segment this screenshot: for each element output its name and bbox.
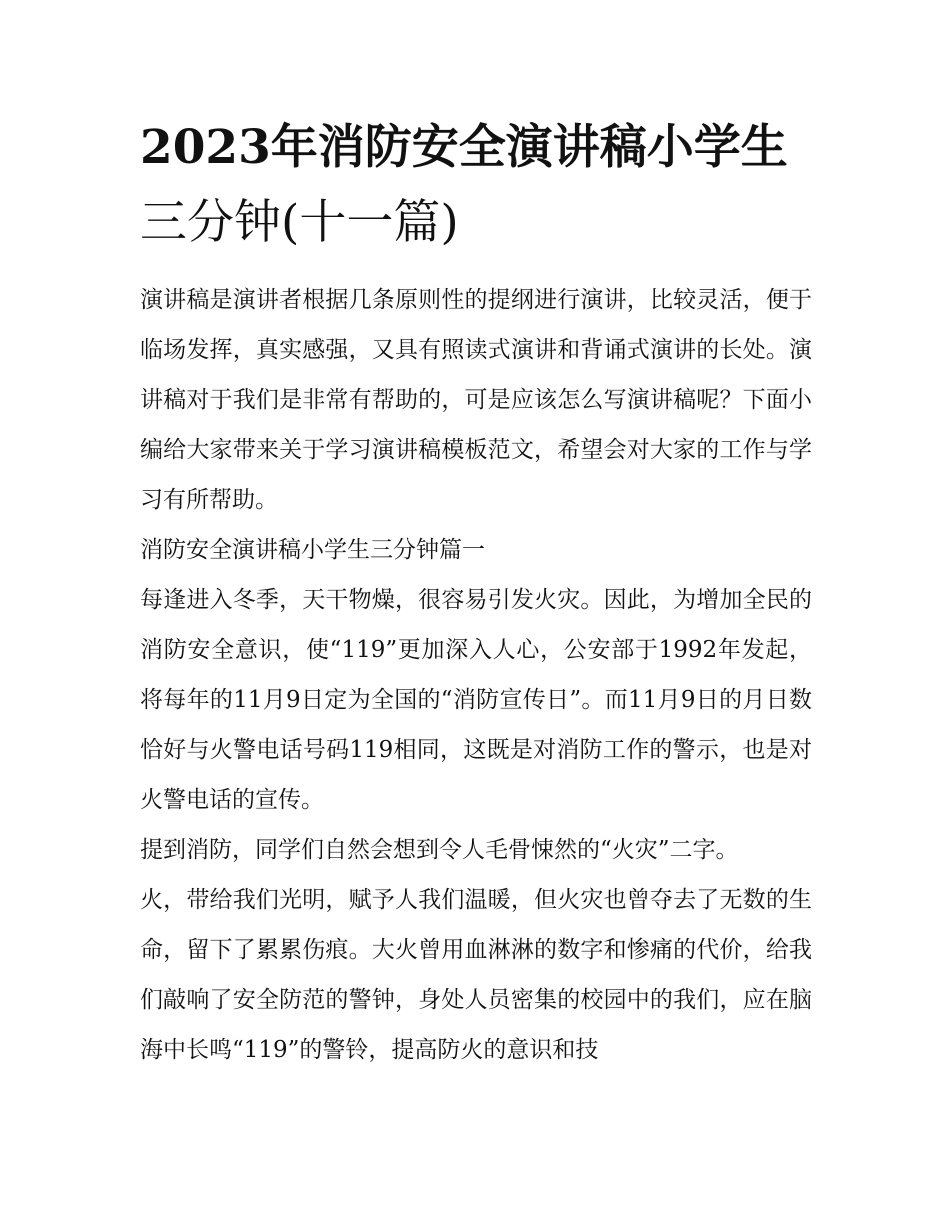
title-line-1: 2023年消防安全演讲稿小学生 [140, 120, 788, 175]
body-paragraph: 火，带给我们光明，赋予人我们温暖，但火灾也曾夺去了无数的生命，留下了累累伤痕。大火曾用血淋淋的数字和惨痛的代价，给我们敲响了安全防范的警钟，身处人员密集的校园中的我们，应在脑海中长鸣“119”的警铃，提高防火的意识和技 [140, 887, 812, 1063]
document-title [140, 110, 812, 260]
body-paragraph: 每逢进入冬季，天干物燥，很容易引发火灾。因此，为增加全民的消防安全意识，使“119”更加深入人心，公安部于1992年发起，将每年的11月9日定为全国的“消防宣传日”。而11月9日的月日数恰好与火警电话号码119相同，这既是对消防工作的警示，也是对火警电话的宣传。 [140, 587, 812, 813]
document-body [140, 110, 812, 1075]
section-heading: 消防安全演讲稿小学生三分钟篇一 [140, 537, 485, 563]
intro-paragraph: 演讲稿是演讲者根据几条原则性的提纲进行演讲，比较灵活，便于临场发挥，真实感强，又具有照读式演讲和背诵式演讲的长处。演讲稿对于我们是非常有帮助的，可是应该怎么写演讲稿呢？下面小编给大家带来关于学习演讲稿模板范文，希望会对大家的工作与学习有所帮助。 [140, 287, 812, 513]
title-line-2: 三分钟(十一篇) [140, 195, 459, 250]
body-paragraph: 提到消防，同学们自然会想到令人毛骨悚然的“火灾”二字。 [140, 837, 739, 863]
